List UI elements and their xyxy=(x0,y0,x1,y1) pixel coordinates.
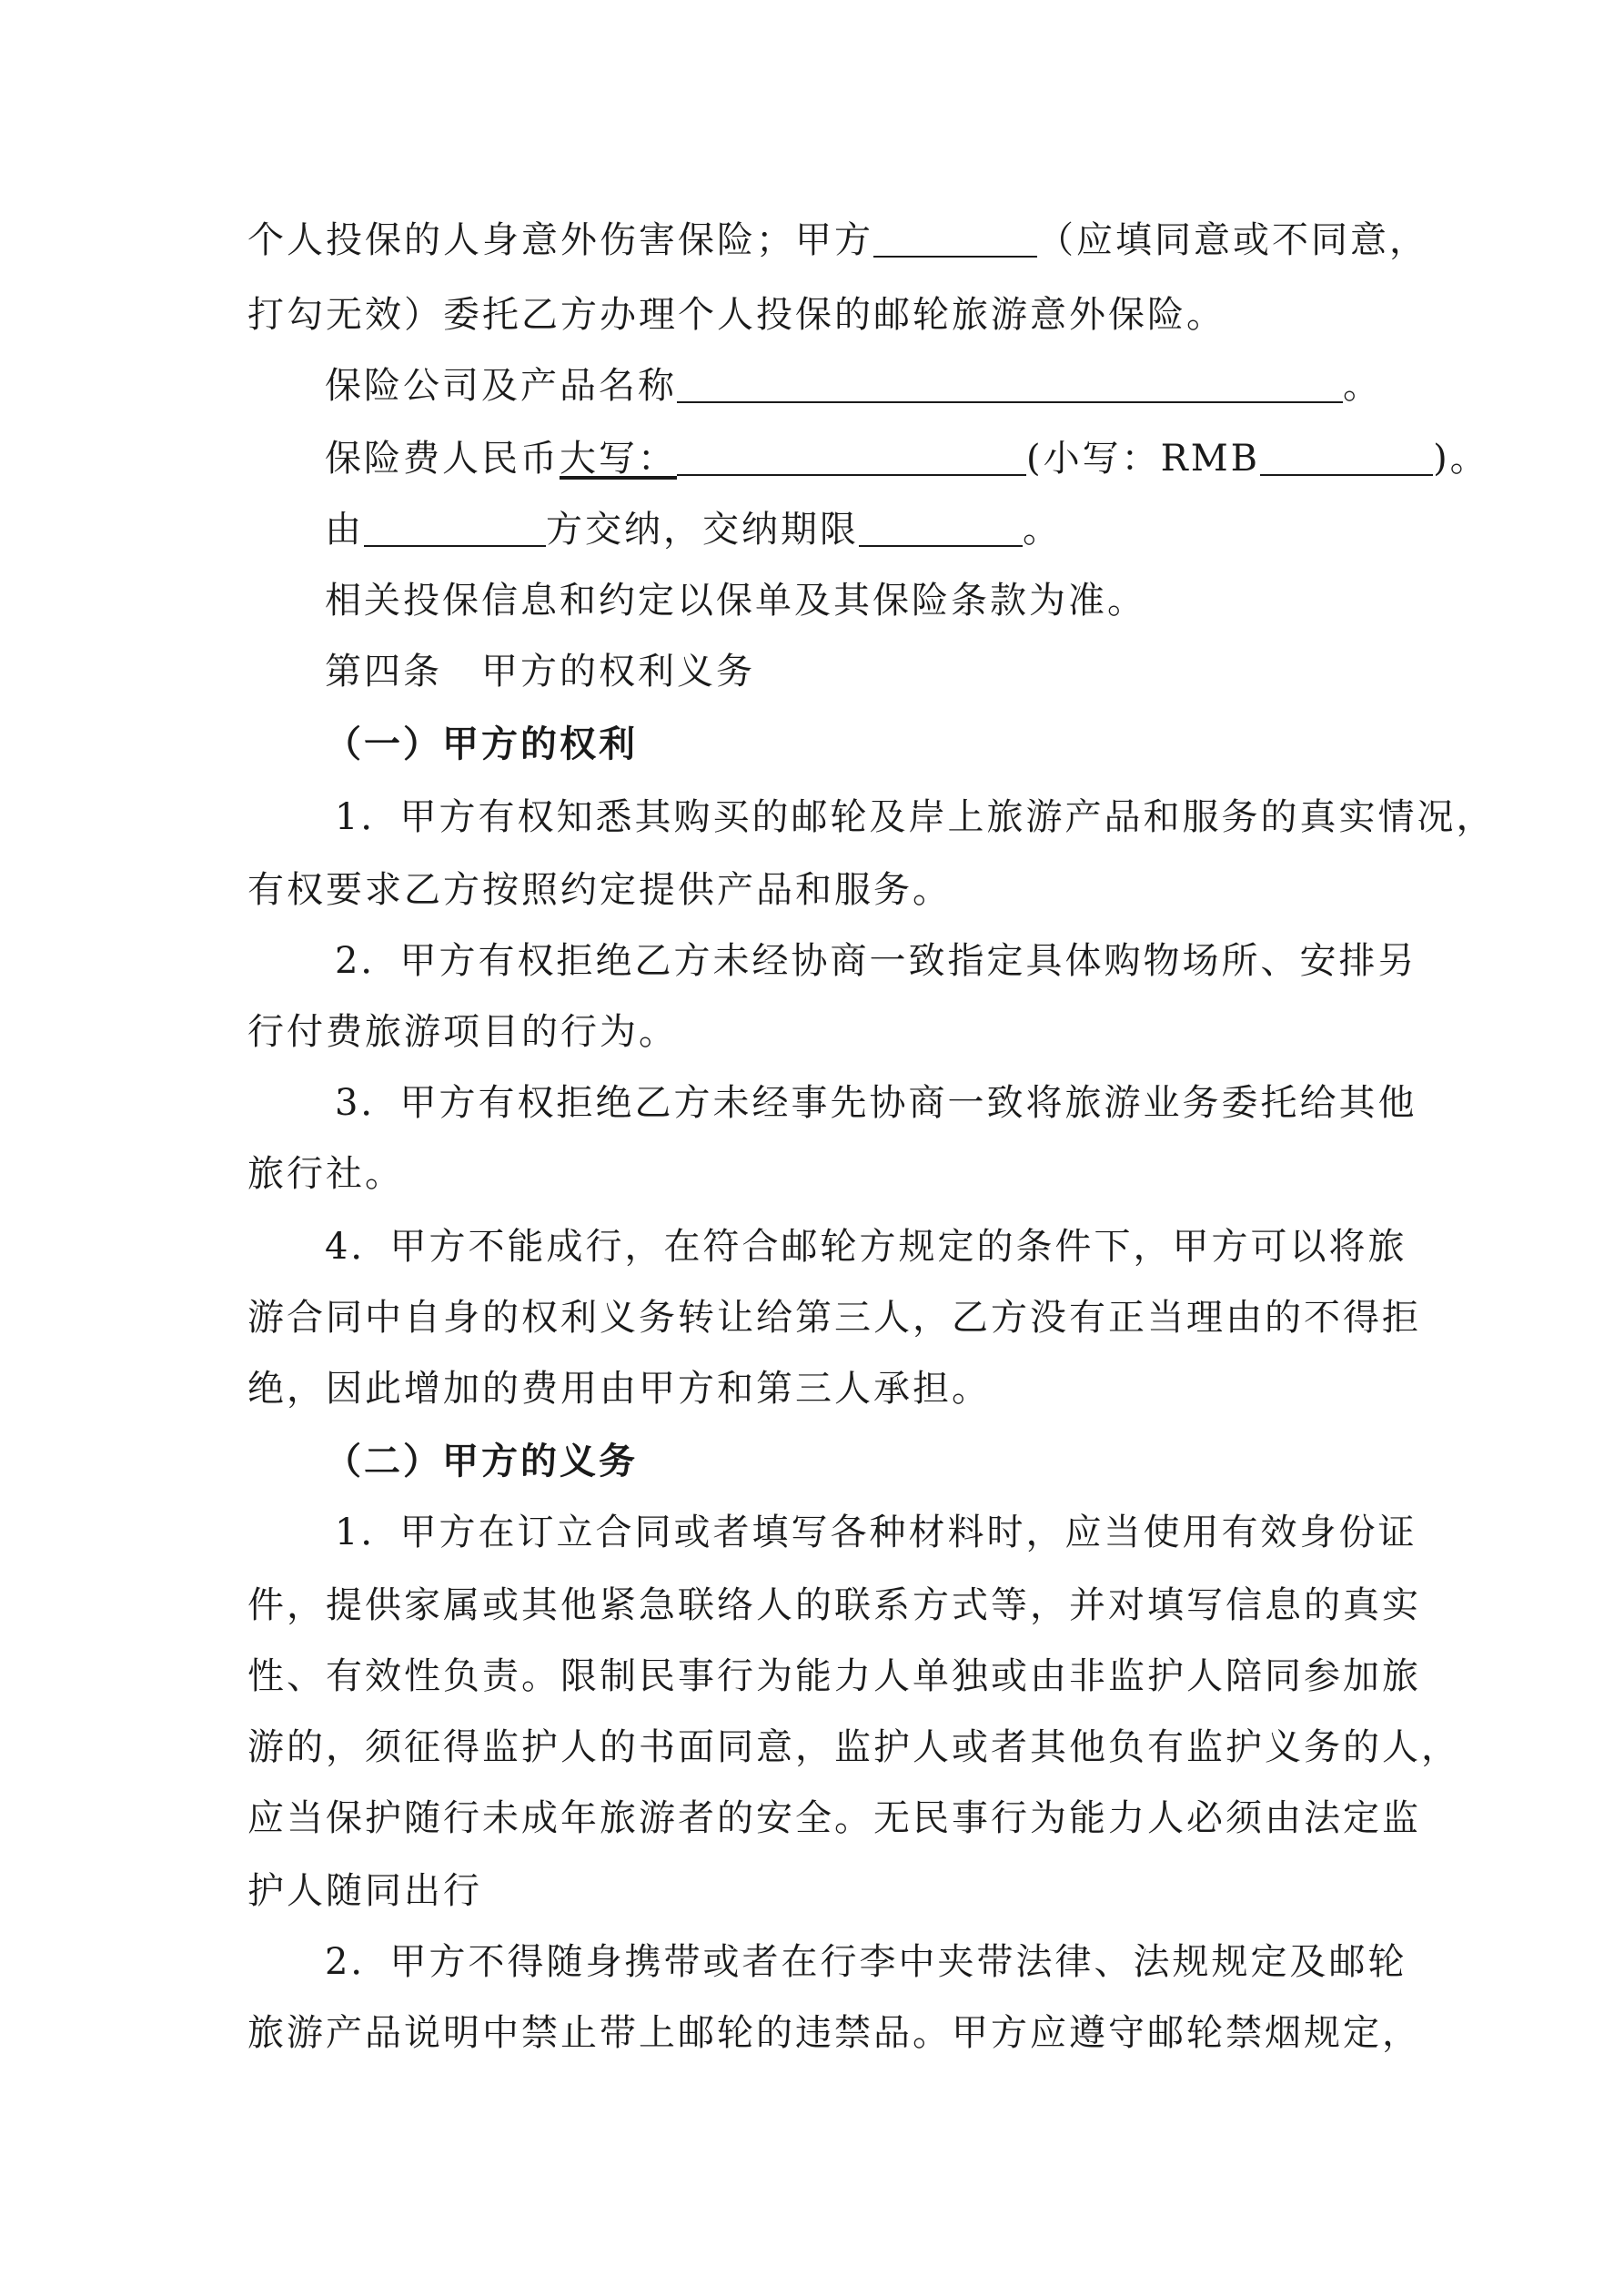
text-segment: 由 xyxy=(325,509,364,551)
text-segment: 保险费人民币 xyxy=(325,438,560,480)
paragraph-line: 应当保护随行未成年旅游者的安全。无民事行为能力人必须由法定监 xyxy=(247,1797,1421,1839)
paragraph-line xyxy=(325,435,1489,482)
paragraph-line: 游的，须征得监护人的书面同意，监护人或者其他负有监护义务的人， xyxy=(247,1726,1460,1768)
paragraph-line: 旅游产品说明中禁止带上邮轮的违禁品。甲方应遵守邮轮禁烟规定， xyxy=(247,2012,1421,2054)
consent-blank-field[interactable] xyxy=(873,219,1037,258)
paragraph-line: 旅行社。 xyxy=(247,1153,404,1195)
text-segment: 。 xyxy=(1343,365,1382,407)
paragraph-line: 性、有效性负责。限制民事行为能力人单独或由非监护人陪同参加旅 xyxy=(247,1655,1421,1697)
article-heading: 第四条 甲方的权利义务 xyxy=(325,651,755,693)
paragraph-line: 有权要求乙方按照约定提供产品和服务。 xyxy=(247,869,952,911)
paragraph-line xyxy=(325,506,1471,553)
paragraph-line: 绝，因此增加的费用由甲方和第三人承担。 xyxy=(247,1368,991,1410)
paragraph-line: 1．甲方在订立合同或者填写各种材料时，应当使用有效身份证 xyxy=(335,1512,1417,1553)
paragraph-line: 护人随同出行 xyxy=(247,1870,482,1912)
text-segment: 方交纳，交纳期限 xyxy=(546,509,859,551)
paragraph-line: 件，提供家属或其他紧急联络人的联系方式等，并对填写信息的真实 xyxy=(247,1584,1421,1626)
premium-uppercase-blank-field[interactable] xyxy=(677,438,1026,476)
section-heading: （二）甲方的义务 xyxy=(325,1440,638,1482)
text-segment: (小写：RMB xyxy=(1026,438,1261,480)
section-heading: （一）甲方的权利 xyxy=(325,723,638,765)
payer-blank-field[interactable] xyxy=(364,509,546,547)
premium-rmb-blank-field[interactable] xyxy=(1260,438,1433,476)
paragraph-line xyxy=(247,217,1428,264)
paragraph-line: 行付费旅游项目的行为。 xyxy=(247,1011,678,1053)
text-segment: 保险公司及产品名称 xyxy=(325,365,677,407)
paragraph-line: 3．甲方有权拒绝乙方未经事先协商一致将旅游业务委托给其他 xyxy=(335,1082,1417,1124)
paragraph-line: 4．甲方不能成行，在符合邮轮方规定的条件下，甲方可以将旅 xyxy=(325,1226,1407,1268)
paragraph-line: 2．甲方有权拒绝乙方未经协商一致指定具体购物场所、安排另 xyxy=(335,940,1417,982)
payment-deadline-blank-field[interactable] xyxy=(859,509,1023,547)
text-segment: 个人投保的人身意外伤害保险；甲方 xyxy=(247,219,873,261)
paragraph-line xyxy=(325,362,1471,410)
paragraph-line: 2．甲方不得随身携带或者在行李中夹带法律、法规规定及邮轮 xyxy=(325,1941,1407,1983)
paragraph-line: 打勾无效）委托乙方办理个人投保的邮轮旅游意外保险。 xyxy=(247,294,1226,336)
insurer-product-blank-field[interactable] xyxy=(677,365,1343,403)
text-segment: 。 xyxy=(1023,509,1062,551)
paragraph-line: 相关投保信息和约定以保单及其保险条款为准。 xyxy=(325,580,1146,622)
paragraph-line: 1．甲方有权知悉其购买的邮轮及岸上旅游产品和服务的真实情况， xyxy=(335,796,1496,838)
text-segment: )。 xyxy=(1433,438,1489,480)
text-segment: （应填同意或不同意， xyxy=(1037,219,1428,261)
text-segment: 大写： xyxy=(560,438,677,480)
paragraph-line: 游合同中自身的权利义务转让给第三人，乙方没有正当理由的不得拒 xyxy=(247,1297,1421,1339)
